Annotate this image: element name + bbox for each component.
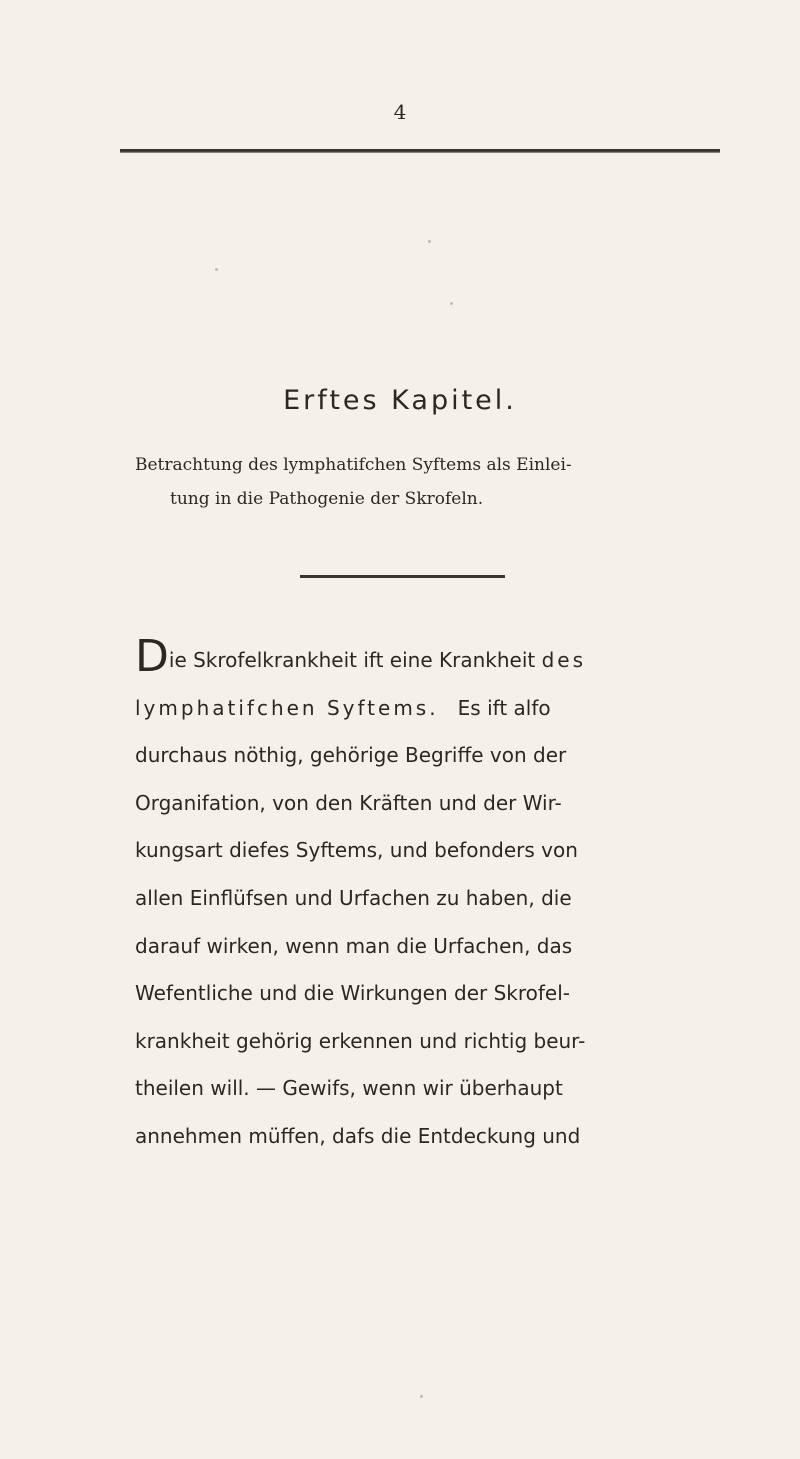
section-divider (300, 575, 505, 578)
paper-speck (450, 302, 453, 305)
body-line: Organifation, von den Kräften und der Wir- (135, 790, 562, 815)
subtitle-line-2: tung in die Pathogenie der Skrofeln. (170, 489, 484, 509)
paper-speck (215, 268, 218, 271)
body-line: allen Einflüfsen und Urfachen zu haben, die (135, 885, 572, 910)
top-rule (120, 149, 720, 153)
body-line: annehmen müffen, dafs die Entdeckung und (135, 1123, 581, 1148)
body-line: krankheit gehörig erkennen und richtig beur- (135, 1028, 586, 1053)
body-line-emphasis: des (541, 648, 587, 672)
body-line: kungsart diefes Syftems, und befonders von (135, 838, 578, 863)
body-line (135, 631, 735, 685)
page-number: 4 (393, 100, 407, 124)
body-line: theilen will. — Gewifs, wenn wir überhaupt (135, 1076, 563, 1101)
paper-speck (420, 1395, 423, 1398)
body-line: Wefentliche und die Wirkungen der Skrofel- (135, 981, 570, 1006)
chapter-subtitle (135, 448, 715, 516)
body-line: darauf wirken, wenn man die Urfachen, das (135, 933, 573, 958)
body-text (135, 631, 735, 1161)
body-line-text: Es ift alfo (457, 695, 551, 720)
drop-cap: D (135, 631, 169, 682)
subtitle-line-1: Betrachtung des lymphatifchen Syftems als Einlei- (135, 455, 572, 475)
body-line-emphasis: lymphatifchen Syftems. (135, 695, 439, 720)
body-line (135, 685, 735, 733)
chapter-title: Erftes Kapitel. (283, 385, 517, 416)
body-line: durchaus nöthig, gehörige Begriffe von der (135, 743, 567, 768)
body-line-text: ie Skrofelkrankheit ift eine Krankheit (168, 648, 536, 672)
paper-speck (428, 240, 431, 243)
